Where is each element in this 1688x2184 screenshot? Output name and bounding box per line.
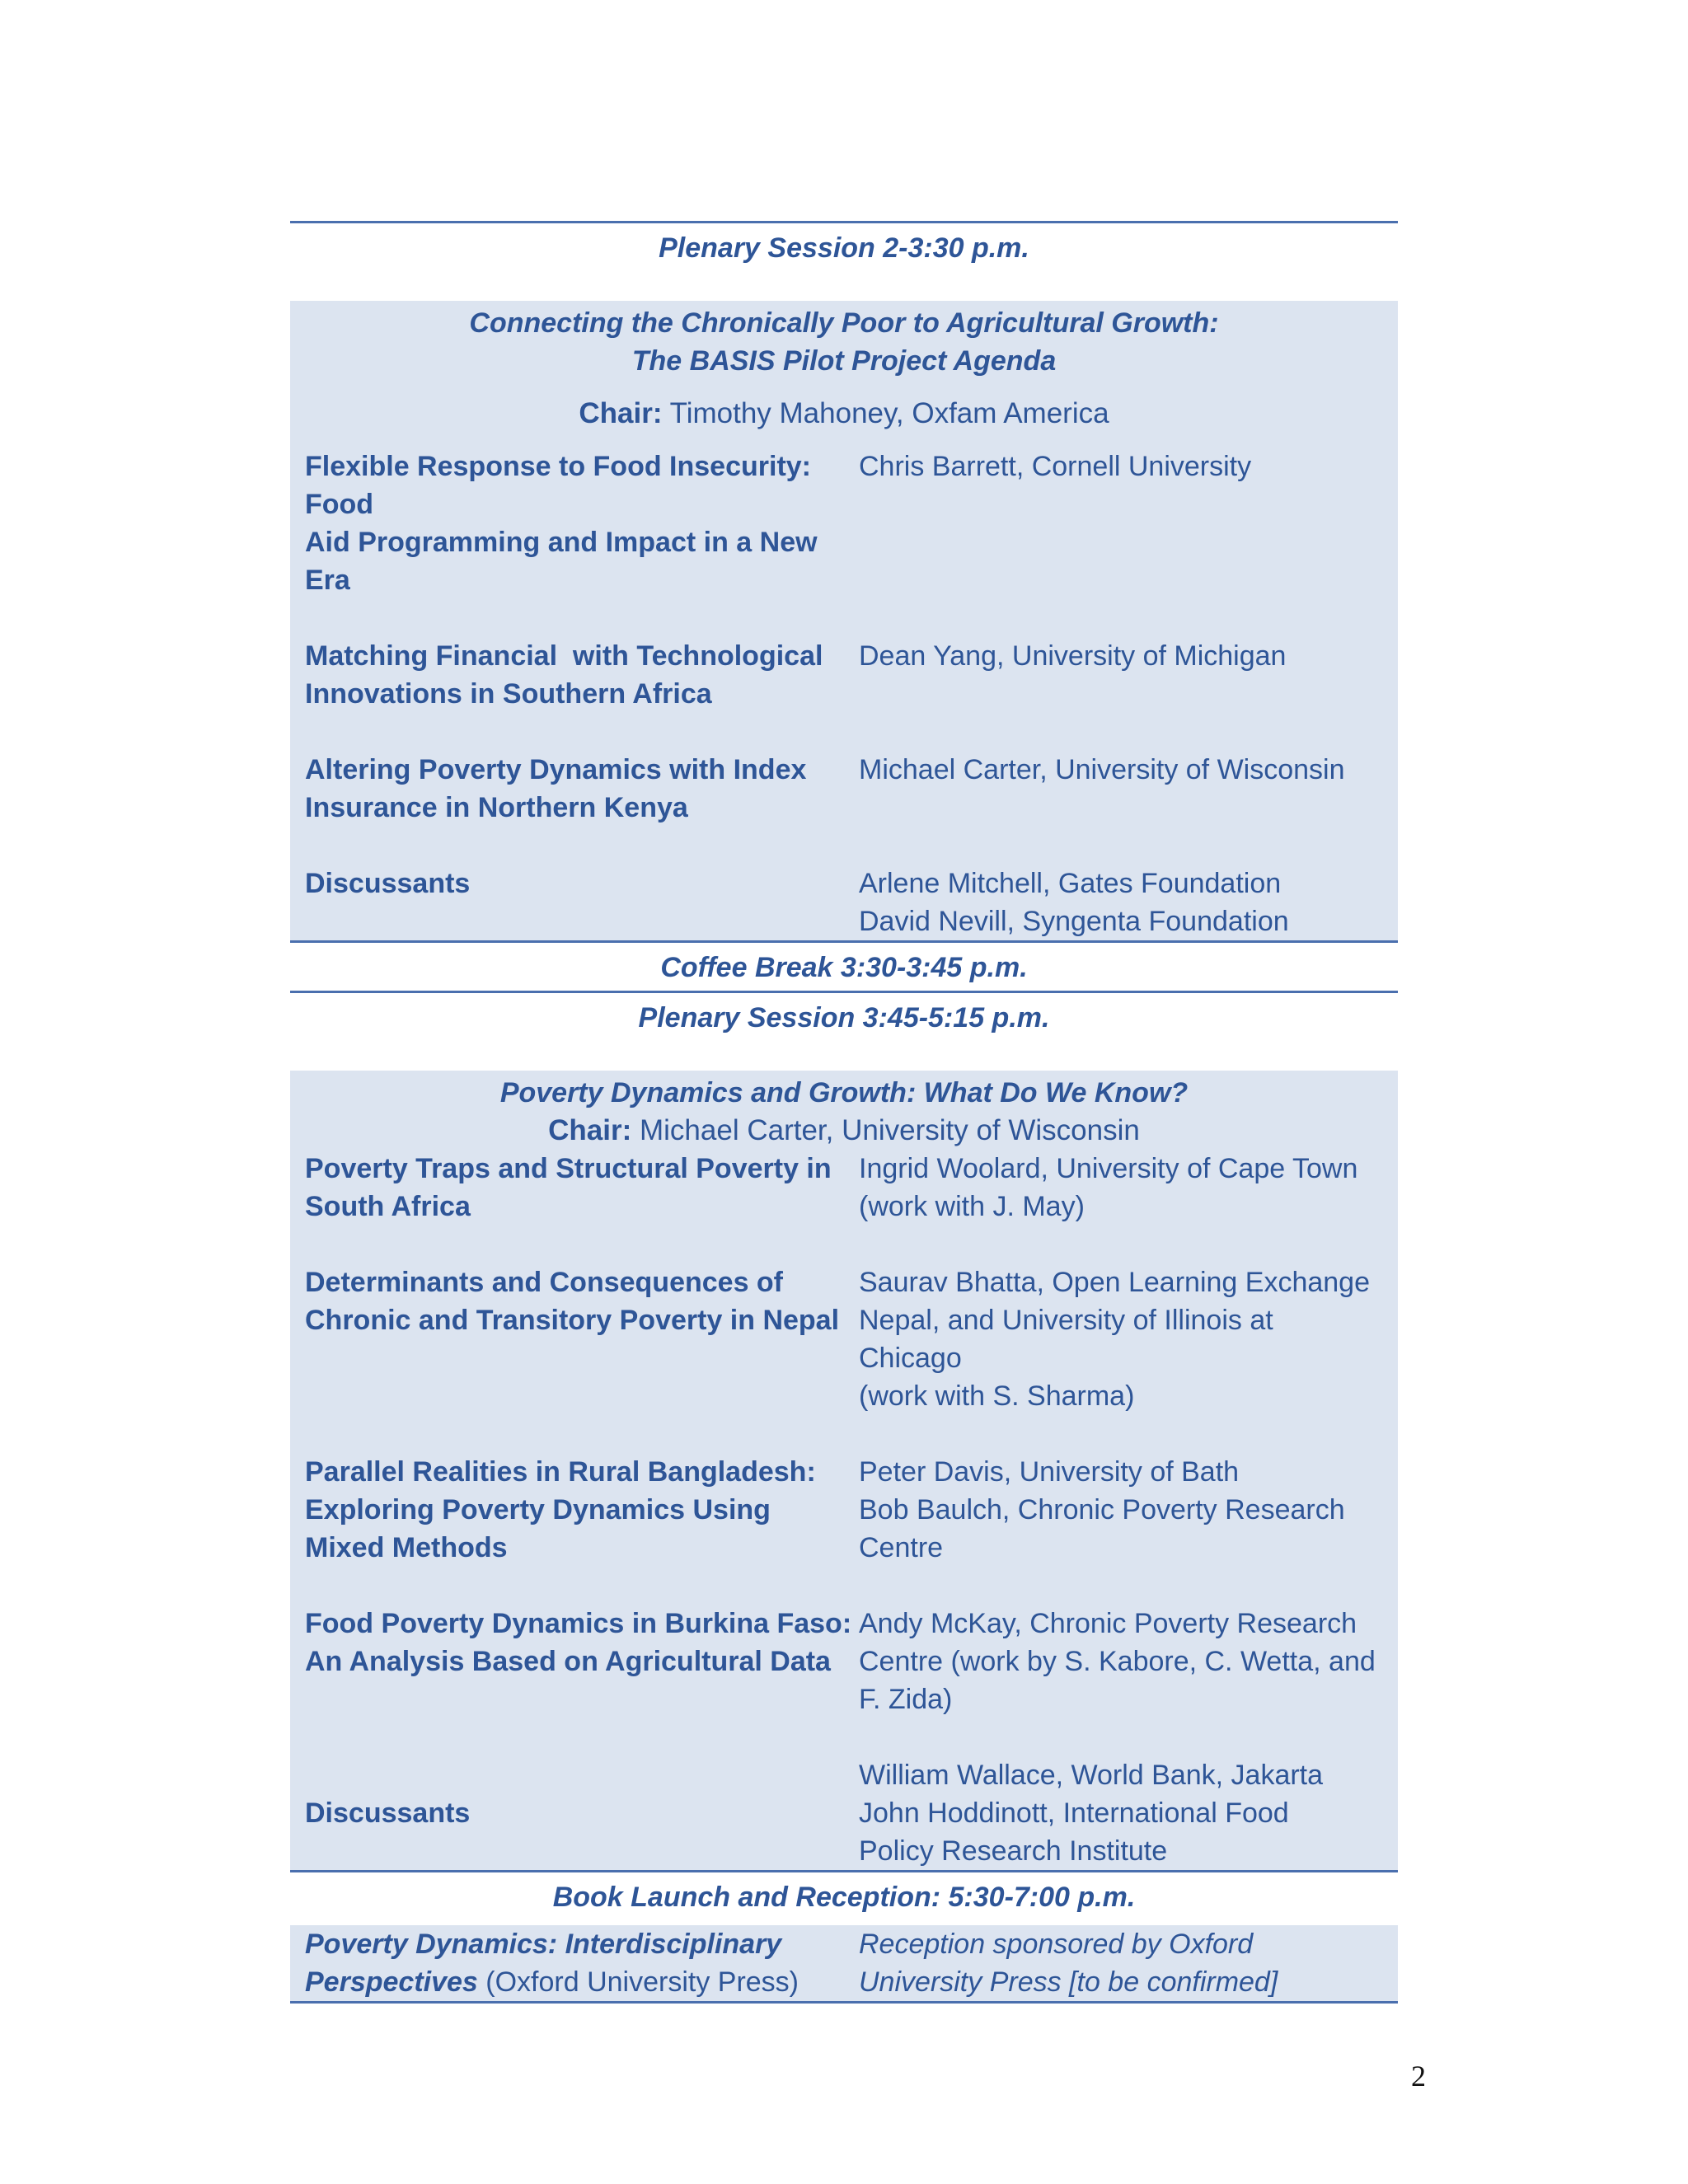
discussant: Policy Research Institute — [859, 1835, 1168, 1867]
agenda-row — [290, 448, 1398, 599]
book-title: Poverty Dynamics: Interdisciplinary — [305, 1929, 782, 1960]
talk-title: Altering Poverty Dynamics with Index — [305, 754, 807, 785]
coffee-break: Coffee Break 3:30-3:45 p.m. — [660, 952, 1028, 983]
talk-title: Poverty Traps and Structural Poverty in — [305, 1153, 832, 1184]
talk-title: Insurance in Northern Kenya — [305, 792, 688, 823]
chair-label: Chair: — [579, 397, 663, 429]
publisher: (Oxford University Press) — [485, 1966, 799, 1998]
agenda-row — [290, 1605, 1398, 1718]
talk-title: Mixed Methods — [305, 1532, 508, 1563]
discussant: David Nevill, Syngenta Foundation — [859, 906, 1289, 937]
presenter: F. Zida) — [859, 1684, 953, 1715]
talk-title: Exploring Poverty Dynamics Using — [305, 1494, 771, 1526]
talk-title: Food Poverty Dynamics in Burkina Faso: — [305, 1608, 852, 1639]
reception-note: Reception sponsored by Oxford — [859, 1929, 1254, 1960]
presenter: Centre — [859, 1532, 944, 1563]
session-2-band — [290, 1071, 1398, 1870]
reception-note: University Press [to be confirmed] — [859, 1966, 1278, 1998]
page-number: 2 — [1411, 2060, 1426, 2093]
agenda-row — [290, 1925, 1398, 2001]
discussant: Arlene Mitchell, Gates Foundation — [859, 868, 1282, 899]
presenter: Andy McKay, Chronic Poverty Research — [859, 1608, 1357, 1639]
presenter: Nepal, and University of Illinois at Chicago — [859, 1305, 1273, 1374]
presenter: Ingrid Woolard, University of Cape Town — [859, 1153, 1358, 1184]
chair-value: Michael Carter, University of Wisconsin — [640, 1114, 1140, 1146]
agenda-page — [290, 221, 1398, 2004]
session-1-band — [290, 301, 1398, 940]
agenda-row — [290, 1453, 1398, 1567]
talk-title: Matching Financial with Technological — [305, 640, 823, 672]
divider — [290, 2001, 1398, 2004]
presenter: Saurav Bhatta, Open Learning Exchange — [859, 1267, 1370, 1298]
discussants-label: Discussants — [305, 868, 471, 899]
presenter: Centre (work by S. Kabore, C. Wetta, and — [859, 1646, 1376, 1677]
discussant: John Hoddinott, International Food — [859, 1797, 1289, 1829]
agenda-row — [290, 751, 1398, 827]
book-launch-title: Book Launch and Reception: 5:30-7:00 p.m. — [552, 1882, 1136, 1913]
session-heading: The BASIS Pilot Project Agenda — [631, 345, 1057, 377]
talk-title: Chronic and Transitory Poverty in Nepal — [305, 1305, 840, 1336]
discussants-label: Discussants — [305, 1797, 471, 1829]
presenter: Chris Barrett, Cornell University — [859, 451, 1252, 482]
book-launch-band — [290, 1925, 1398, 2001]
presenter: Michael Carter, University of Wisconsin — [859, 754, 1345, 785]
session-title: Plenary Session 3:45-5:15 p.m. — [638, 1002, 1050, 1033]
talk-title: Aid Programming and Impact in a New Era — [305, 527, 818, 596]
agenda-row — [290, 1263, 1398, 1415]
presenter: Bob Baulch, Chronic Poverty Research — [859, 1494, 1345, 1526]
presenter: Peter Davis, University of Bath — [859, 1456, 1240, 1488]
agenda-row — [290, 865, 1398, 940]
session-heading: Connecting the Chronically Poor to Agricultural Growth: — [469, 307, 1219, 339]
book-title: Perspectives — [305, 1966, 478, 1998]
session-heading: Poverty Dynamics and Growth: What Do We Know? — [499, 1077, 1189, 1108]
presenter: Dean Yang, University of Michigan — [859, 640, 1287, 672]
talk-title: South Africa — [305, 1191, 471, 1222]
presenter: (work with S. Sharma) — [859, 1380, 1135, 1412]
talk-title: Innovations in Southern Africa — [305, 678, 712, 710]
agenda-row — [290, 1756, 1398, 1870]
talk-title: Determinants and Consequences of — [305, 1267, 784, 1298]
chair-line — [290, 395, 1398, 433]
agenda-row — [290, 1150, 1398, 1226]
chair-line — [290, 1112, 1398, 1150]
agenda-row — [290, 637, 1398, 713]
book-title-line — [305, 1963, 859, 2001]
session-title: Plenary Session 2-3:30 p.m. — [659, 232, 1029, 264]
talk-title: Parallel Realities in Rural Bangladesh: — [305, 1456, 816, 1488]
discussant: William Wallace, World Bank, Jakarta — [859, 1760, 1324, 1791]
talk-title: Flexible Response to Food Insecurity: Food — [305, 451, 811, 520]
presenter: (work with J. May) — [859, 1191, 1085, 1222]
talk-title: An Analysis Based on Agricultural Data — [305, 1646, 831, 1677]
chair-label: Chair: — [548, 1114, 632, 1146]
chair-value: Timothy Mahoney, Oxfam America — [669, 397, 1109, 429]
